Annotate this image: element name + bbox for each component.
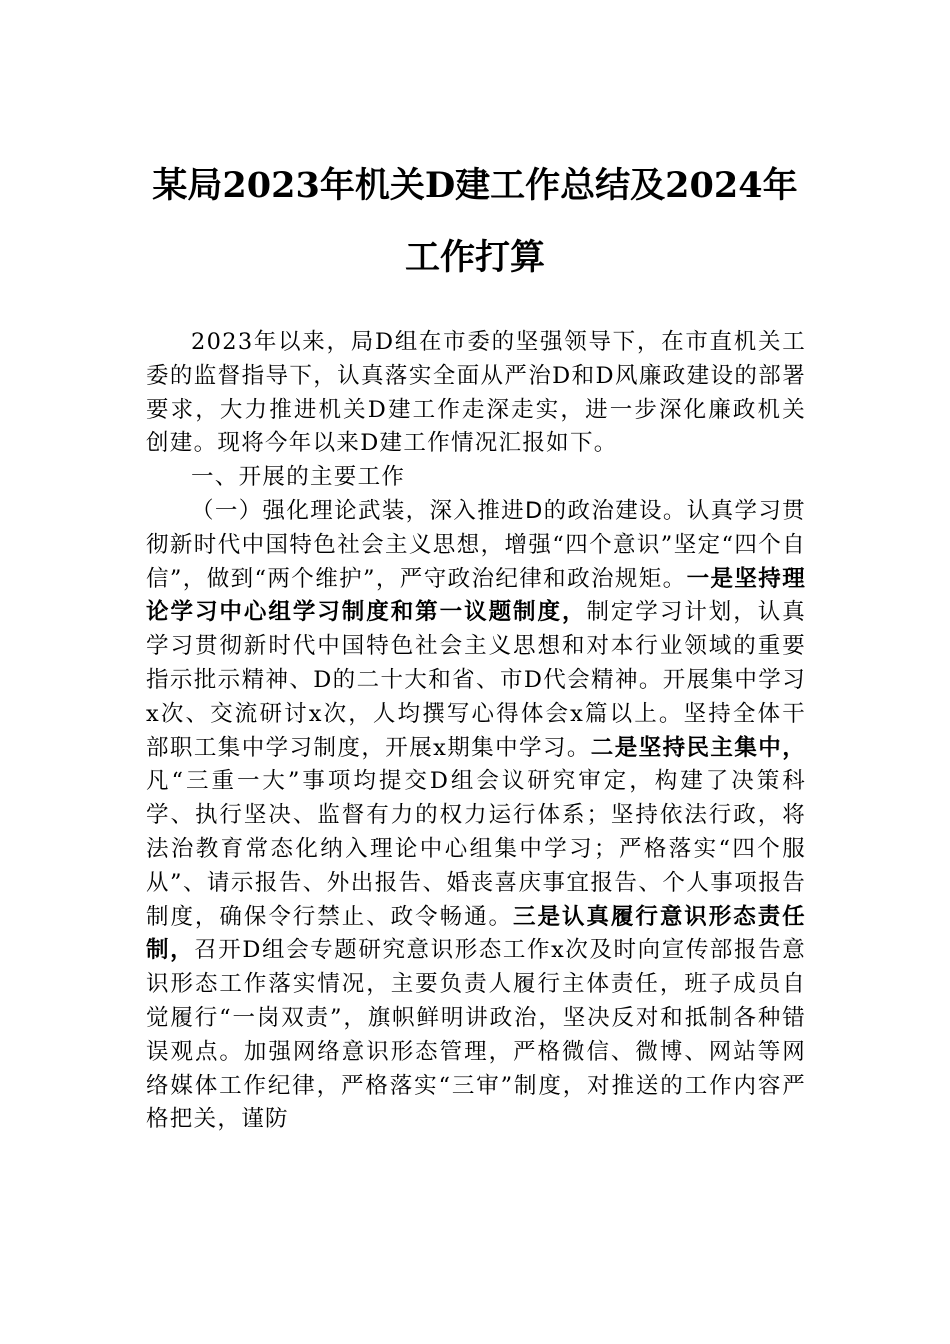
section-1-text-4: 召开D组会专题研究意识形态工作x次及时向宣传部报告意识形态工作落实情况，主要负责人履行主体责任，班子成员自觉履行“一岗双责”，旗帜鲜明讲政治，坚决反对和抵制各种错误观点。加强网络意识形态管理，严格微信、微博、网站等网络媒体工作纪律，严格落实“三审”制度，对推送的工作内容严格把关，谨防 <box>146 937 806 1133</box>
document-title <box>120 150 830 294</box>
title-line-2: 工作打算 <box>404 237 545 278</box>
section-1-text-2: 制定学习计划，认真学习贯彻新时代中国特色社会主义思想和对本行业领域的重要指示批示精神、D的二十大和省、市D代会精神。开展集中学习x次、交流研讨x次，人均撰写心得体会x篇以上。坚持全体干部职工集中学习制度，开展x期集中学习。 <box>146 599 807 761</box>
section-1-text-3: 凡“三重一大”事项均提交D组会议研究审定，构建了决策科学、执行坚决、监督有力的权力运行体系；坚持依法行政，将法治教育常态化纳入理论中心组集中学习；严格落实“四个服从”、请示报告、外出报告、婚丧喜庆事宜报告、个人事项报告制度，确保令行禁止、政令畅通。 <box>146 768 806 930</box>
section-heading-1: 一、开展的主要工作 <box>191 464 406 491</box>
section-1-point-3: 三是认真履行意识形态责任制， <box>146 903 806 964</box>
intro-paragraph: 2023年以来，局D组在市委的坚强领导下，在市直机关工委的监督指导下，认真落实全面从严治D和D风廉政建设的部署要求，大力推进机关D建工作走深走实，进一步深化廉政机关创建。现将今年以来D建工作情况汇报如下。 <box>146 329 806 457</box>
section-1-title: （一）强化理论武装，深入推进D的政治建设。 <box>191 497 687 524</box>
section-1-point-1: 一是坚持理论学习中心组学习制度和第一议题制度， <box>146 565 806 626</box>
section-1-text-1: 认真学习贯彻新时代中国特色社会主义思想，增强“四个意识”坚定“四个自信”，做到“两个维护”，严守政治纪律和政治规矩。 <box>146 497 806 592</box>
section-1-point-2: 二是坚持民主集中， <box>590 734 807 761</box>
section-1-paragraph <box>146 495 806 1137</box>
document-body <box>146 326 806 1137</box>
title-line-1: 某局2023年机关D建工作总结及2024年 <box>152 165 798 206</box>
